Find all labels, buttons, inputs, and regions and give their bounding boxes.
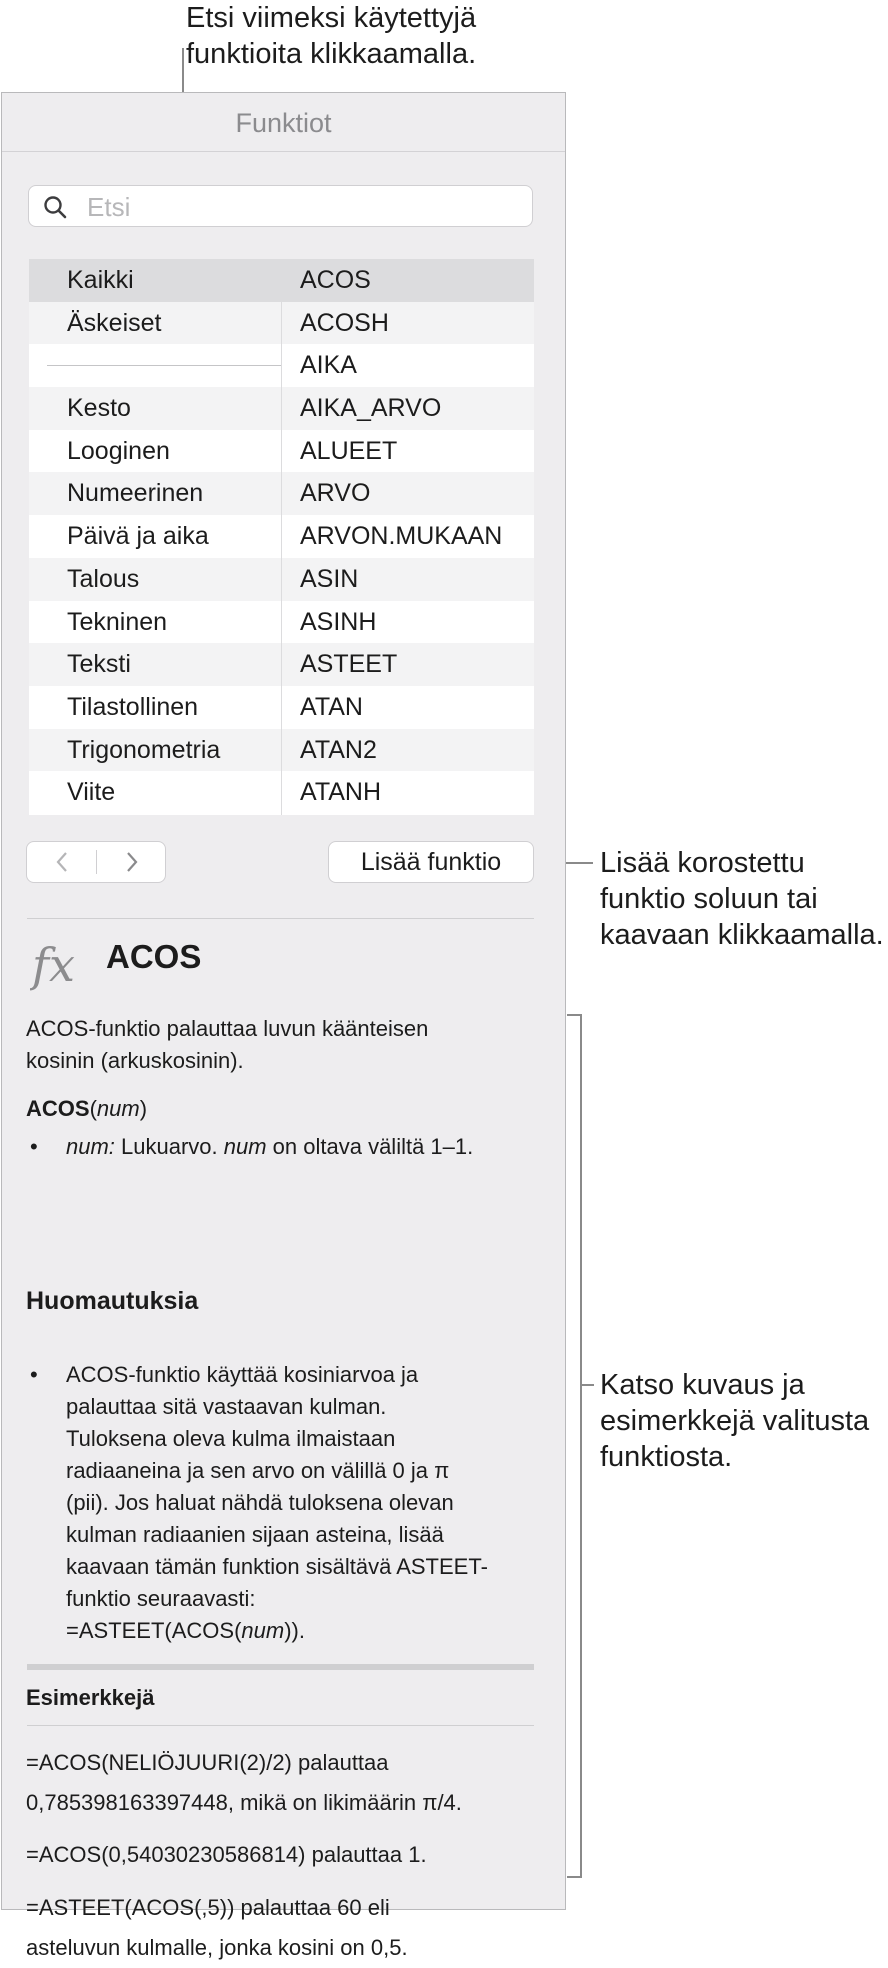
function-list [282, 259, 534, 814]
example-line: =ASTEET(ACOS(,5)) palauttaa 60 eli [26, 1895, 390, 1920]
callout-recent [186, 0, 476, 72]
callout-line: funktiosta. [600, 1441, 733, 1473]
category-item[interactable]: Päivä ja aika [67, 522, 209, 551]
callout-insert [600, 845, 884, 953]
category-item[interactable]: Viite [67, 778, 116, 807]
panel-title: Funktiot [2, 93, 565, 152]
category-separator [29, 344, 281, 387]
functions-panel [1, 92, 566, 1960]
category-item[interactable]: Kesto [29, 387, 281, 430]
function-item[interactable]: AIKA [282, 344, 534, 387]
divider [27, 918, 534, 919]
examples-heading: Esimerkkejä [26, 1685, 155, 1710]
notes-heading: Huomautuksia [26, 1287, 199, 1315]
example-line: =ACOS(NELIÖJUURI(2)/2) palauttaa [26, 1750, 389, 1775]
function-item[interactable]: ATAN [300, 692, 363, 721]
function-item[interactable]: ARVON.MUKAAN [300, 522, 503, 551]
formula-text: )). [284, 1618, 305, 1643]
argument-item [26, 1131, 589, 1163]
notes-line: palauttaa sitä vastaavan kulman. [66, 1394, 387, 1419]
search-icon [43, 195, 67, 219]
example-item [26, 1743, 462, 1823]
category-item[interactable]: Tekninen [67, 607, 168, 636]
search-field[interactable] [28, 185, 533, 227]
syntax-name: ACOS [26, 1096, 90, 1121]
arg-em: num [223, 1134, 267, 1159]
svg-text:fx: fx [32, 938, 75, 992]
forward-button[interactable] [97, 842, 166, 882]
notes-line: • ACOS-funktio käyttää kosiniarvoa ja [66, 1362, 419, 1387]
fx-icon [30, 935, 88, 993]
category-list [29, 259, 281, 814]
arg-name: num: [66, 1134, 115, 1159]
chevron-left-icon [55, 851, 69, 873]
category-item[interactable]: Teksti [29, 643, 281, 686]
example-line: =ACOS(0,54030230586814) palauttaa 1. [26, 1842, 427, 1867]
syntax-paren: ( [89, 1096, 97, 1121]
category-item[interactable]: Numeerinen [29, 472, 281, 515]
example-item [26, 1835, 427, 1875]
notes-line: radiaaneina ja sen arvo on välillä 0 ja π [66, 1458, 450, 1483]
formula-text: =ASTEET(ACOS( [66, 1618, 242, 1643]
syntax-paren: ) [139, 1096, 148, 1121]
chevron-right-icon [125, 851, 139, 873]
callout-description [600, 1367, 869, 1475]
search-input[interactable] [85, 190, 519, 224]
callout-bracket [567, 1876, 581, 1878]
example-line: asteluvun kulmalle, jonka kosini on 0,5. [26, 1935, 408, 1960]
function-syntax [26, 1093, 147, 1125]
category-item[interactable]: Äskeiset [29, 302, 281, 345]
notes-line: (pii). Jos haluat nähdä tuloksena olevan [66, 1490, 454, 1515]
category-item[interactable]: Talous [29, 558, 281, 601]
history-nav [26, 841, 166, 883]
category-item[interactable]: Looginen [67, 436, 170, 465]
function-item[interactable]: ASINH [300, 607, 377, 636]
callout-line: esimerkkejä valitusta [600, 1405, 870, 1437]
callout-line: funktio soluun tai [600, 883, 818, 915]
callout-line: Etsi viimeksi käytettyjä [186, 2, 477, 34]
insert-function-button[interactable]: Lisää funktio [328, 841, 534, 883]
summary-line: kosinin (arkuskosinin). [26, 1048, 244, 1073]
examples-divider [27, 1664, 534, 1670]
arg-text: Lukuarvo. [114, 1134, 224, 1159]
function-item[interactable]: ALUEET [300, 436, 398, 465]
callout-line: Katso kuvaus ja [600, 1369, 805, 1401]
callout-line: Lisää korostettu [600, 847, 805, 879]
example-line: 0,785398163397448, mikä on likimäärin π/4. [26, 1790, 462, 1815]
category-item[interactable]: Trigonometria [29, 729, 281, 772]
function-browser [29, 259, 534, 815]
example-item [26, 1888, 408, 1968]
callout-line: funktioita klikkaamalla. [186, 38, 477, 70]
category-item[interactable]: Tilastollinen [67, 692, 199, 721]
notes-line: funktio seuraavasti: [66, 1586, 256, 1611]
function-item[interactable]: ASTEET [282, 643, 534, 686]
category-item[interactable]: Kaikki [29, 259, 281, 302]
notes-item [26, 1359, 589, 1647]
notes-line: kaavaan tämän funktion sisältävä ASTEET- [66, 1554, 488, 1579]
callout-bracket [567, 1014, 581, 1016]
function-summary [26, 1013, 428, 1077]
function-item[interactable]: ATANH [300, 778, 382, 807]
function-item[interactable]: ATAN2 [282, 729, 534, 772]
syntax-arg: num [96, 1096, 140, 1121]
function-item[interactable]: ASIN [282, 558, 534, 601]
function-item[interactable]: ACOSH [282, 302, 534, 345]
formula-arg: num [241, 1618, 285, 1643]
function-item[interactable]: ARVO [282, 472, 534, 515]
divider [27, 1725, 534, 1726]
notes-line: Tuloksena oleva kulma ilmaistaan [66, 1426, 396, 1451]
function-item[interactable]: AIKA_ARVO [282, 387, 534, 430]
function-item[interactable]: ACOS [282, 259, 534, 302]
callout-line: kaavaan klikkaamalla. [600, 919, 884, 951]
back-button[interactable] [27, 842, 96, 882]
arg-text: on oltava väliltä 1–1. [266, 1134, 474, 1159]
notes-line: kulman radiaanien sijaan asteina, lisää [66, 1522, 444, 1547]
summary-line: ACOS-funktio palauttaa luvun käänteisen [26, 1016, 429, 1041]
function-title: ACOS [106, 938, 202, 975]
